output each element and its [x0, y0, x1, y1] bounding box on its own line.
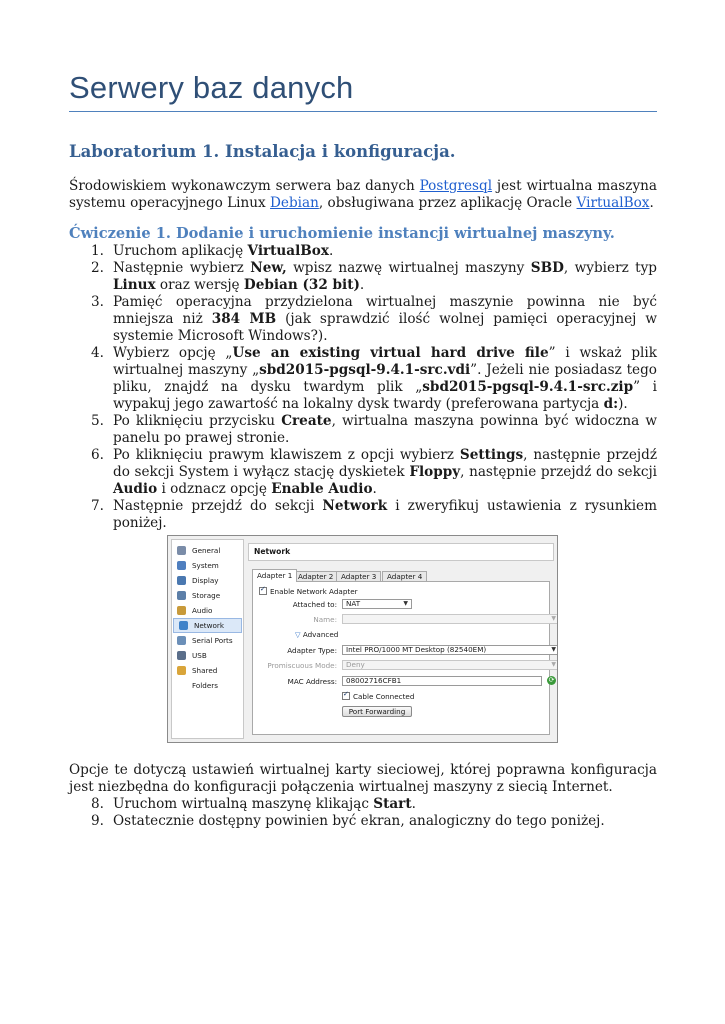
sidebar-item-label: General [192, 546, 221, 555]
step-text: Ostatecznie dostępny powinien być ekran, analogiczny do tego poniżej. [113, 813, 605, 829]
enable-adapter-checkbox[interactable] [259, 587, 358, 596]
step-number: 2. [91, 260, 104, 276]
step-text: Po kliknięciu przycisku [113, 413, 282, 429]
sidebar-item-serial-ports[interactable] [172, 633, 243, 648]
sidebar-item-label: Storage [192, 591, 221, 600]
tab-adapter-4[interactable]: Adapter 4 [382, 571, 427, 582]
sidebar-item-label: System [192, 561, 219, 570]
sidebar-item-label: Display [192, 576, 219, 585]
name-label: Name: [313, 615, 337, 624]
step-number: 9. [91, 813, 104, 829]
paragraph-network-options: Opcje te dotyczą ustawień wirtualnej karty sieciowej, której poprawna konfiguracja jest niezbędna do konfiguracji połączenia wirtualnej maszyny z siecią Internet. [69, 762, 657, 795]
network-icon [179, 621, 188, 630]
step-text: , wybierz typ [563, 260, 658, 276]
step-bold: d: [603, 396, 619, 412]
mac-address-input[interactable] [342, 676, 542, 686]
step-item [69, 498, 657, 532]
step-text: ”. Jeżeli nie posiadasz tego pliku, znajdź na dysku twardym plik „ [113, 362, 657, 395]
step-text: oraz wersję [155, 277, 244, 293]
chevron-down-icon: ▼ [551, 615, 556, 622]
cable-connected-label: Cable Connected [353, 692, 415, 701]
step-text: Pamięć operacyjna przydzielona wirtualnej maszynie powinna nie być mniejsza niż [113, 294, 657, 327]
step-text: , wirtualna maszyna powinna być widoczna w panelu po prawej stronie. [113, 413, 657, 446]
chevron-down-icon: ▽ [295, 630, 301, 639]
step-number: 4. [91, 345, 104, 361]
step-number: 1. [91, 243, 104, 259]
advanced-toggle[interactable] [295, 630, 338, 639]
adapter-pane [252, 581, 556, 735]
promiscuous-select[interactable] [342, 660, 558, 670]
step-number: 8. [91, 796, 104, 812]
sidebar-item-network[interactable] [173, 618, 242, 633]
step-number: 3. [91, 294, 104, 310]
postgresql-link[interactable]: Postgresql [419, 178, 493, 194]
step-text: . [359, 277, 365, 293]
step-item [69, 260, 657, 294]
step-bold: sbd2015-pgsql-9.4.1-src.vdi [259, 362, 471, 378]
system-icon [177, 561, 186, 570]
promiscuous-value: Deny [346, 660, 365, 669]
chevron-down-icon: ▼ [403, 600, 408, 607]
general-icon [177, 546, 186, 555]
enable-adapter-label: Enable Network Adapter [270, 587, 358, 596]
step-bold: Linux [113, 277, 156, 293]
sidebar-item-label: Serial Ports [192, 636, 233, 645]
step-text: i zweryfikuj ustawienia z rysunkiem poniżej. [113, 498, 657, 531]
step-bold: Enable Audio [271, 481, 373, 497]
virtualbox-link[interactable]: VirtualBox [576, 195, 650, 211]
sidebar-item-shared-folders[interactable] [172, 663, 243, 690]
attached-to-label: Attached to: [292, 600, 337, 609]
attached-to-value: NAT [346, 599, 361, 608]
sidebar-item-label: USB [192, 651, 207, 660]
settings-sidebar [171, 539, 244, 739]
adapter-type-label: Adapter Type: [287, 646, 337, 655]
step-text: Po kliknięciu prawym klawiszem z opcji wybierz [113, 447, 460, 463]
promiscuous-label: Promiscuous Mode: [267, 661, 337, 670]
chevron-down-icon: ▼ [551, 661, 556, 668]
step-number: 7. [91, 498, 104, 514]
tab-adapter-3[interactable]: Adapter 3 [336, 571, 381, 582]
debian-link[interactable]: Debian [270, 195, 319, 211]
sidebar-item-storage[interactable] [172, 588, 243, 603]
step-text: Następnie wybierz [113, 260, 251, 276]
step-text: ” i wypakuj jego zawartość na lokalny dysk twardy (preferowana partycja [113, 379, 657, 412]
step-bold: Floppy [409, 464, 461, 480]
name-select[interactable] [342, 614, 558, 624]
step-text: . [328, 243, 334, 259]
step-number: 6. [91, 447, 104, 463]
mac-address-label: MAC Address: [287, 677, 337, 686]
sidebar-item-label: Network [194, 621, 225, 630]
section-header: Network [248, 543, 554, 561]
title-rule [69, 111, 657, 112]
step-text: , następnie przejdź do sekcji System i wyłącz stację dyskietek [113, 447, 657, 480]
sidebar-item-audio[interactable] [172, 603, 243, 618]
exercise-heading: Ćwiczenie 1. Dodanie i uruchomienie instancji wirtualnej maszyny. [69, 225, 615, 242]
page-title: Serwery baz danych [69, 70, 354, 105]
step-text: Wybierz opcję „ [113, 345, 233, 361]
step-text: wpisz nazwę wirtualnej maszyny [286, 260, 531, 276]
display-icon [177, 576, 186, 585]
usb-icon [177, 651, 186, 660]
intro-text-4: . [649, 195, 654, 211]
step-text: ). [618, 396, 628, 412]
lab-heading: Laboratorium 1. Instalacja i konfiguracja. [69, 142, 456, 161]
network-settings-screenshot [167, 535, 558, 743]
intro-text-1: Środowiskiem wykonawczym serwera baz danych [69, 178, 420, 194]
tab-adapter-2[interactable]: Adapter 2 [293, 571, 338, 582]
attached-to-select[interactable] [342, 599, 412, 609]
sidebar-item-display[interactable] [172, 573, 243, 588]
refresh-mac-icon[interactable]: ⟳ [548, 676, 555, 684]
step-bold: Network [322, 498, 388, 514]
step-text: Uruchom wirtualną maszynę klikając [113, 796, 374, 812]
audio-icon [177, 606, 186, 615]
tab-adapter-1[interactable]: Adapter 1 [252, 569, 297, 582]
step-text: . [372, 481, 377, 497]
intro-text-2: jest wirtualna maszyna systemu operacyjnego Linux [69, 178, 657, 211]
step-item [69, 813, 657, 830]
step-text: i odznacz opcję [157, 481, 272, 497]
intro-text-3: , obsługiwana przez aplikację Oracle [318, 195, 577, 211]
steps-list [69, 243, 657, 532]
chevron-down-icon: ▼ [551, 646, 556, 653]
checkbox-icon [342, 692, 350, 700]
steps-list-2 [69, 796, 657, 830]
step-item [69, 413, 657, 447]
adapter-type-select[interactable] [342, 645, 558, 655]
step-bold: New, [250, 260, 287, 276]
step-bold: 384 MB [211, 311, 277, 327]
step-item [69, 345, 657, 413]
intro-paragraph [69, 178, 657, 212]
step-bold: SBD [530, 260, 564, 276]
step-item [69, 796, 657, 813]
step-text: Uruchom aplikację [113, 243, 248, 259]
step-text: (jak sprawdzić ilość wolnej pamięci operacyjnej w systemie Microsoft Windows?). [113, 311, 657, 344]
sidebar-item-label: Audio [192, 606, 213, 615]
advanced-label: Advanced [302, 630, 339, 639]
step-bold: Start [373, 796, 412, 812]
step-bold: Use an existing virtual hard drive file [232, 345, 549, 361]
step-number: 5. [91, 413, 104, 429]
step-item [69, 294, 657, 345]
step-item [69, 447, 657, 498]
step-bold: Create [281, 413, 332, 429]
settings-main [248, 539, 554, 739]
port-forwarding-button[interactable]: Port Forwarding [342, 706, 412, 717]
step-item [69, 243, 657, 260]
sidebar-item-general[interactable] [172, 543, 243, 558]
sidebar-item-system[interactable] [172, 558, 243, 573]
step-bold: Audio [113, 481, 158, 497]
storage-icon [177, 591, 186, 600]
adapter-type-value: Intel PRO/1000 MT Desktop (82540EM) [346, 645, 487, 654]
shared-folders-icon [177, 666, 186, 675]
step-text: ” i wskaż plik wirtualnej maszyny „ [113, 345, 657, 378]
step-text: . [411, 796, 416, 812]
step-bold: Debian (32 bit) [243, 277, 360, 293]
cable-connected-checkbox[interactable] [342, 692, 414, 701]
step-bold: VirtualBox [247, 243, 329, 259]
step-bold: Settings [459, 447, 524, 463]
serial-ports-icon [177, 636, 186, 645]
sidebar-item-label: Shared Folders [192, 666, 218, 690]
sidebar-item-usb[interactable] [172, 648, 243, 663]
step-text: , następnie przejdź do sekcji [460, 464, 658, 480]
mac-address-value: 08002716CFB1 [346, 676, 402, 685]
checkbox-icon [259, 587, 267, 595]
step-text: Następnie przejdź do sekcji [113, 498, 323, 514]
step-bold: sbd2015-pgsql-9.4.1-src.zip [422, 379, 634, 395]
